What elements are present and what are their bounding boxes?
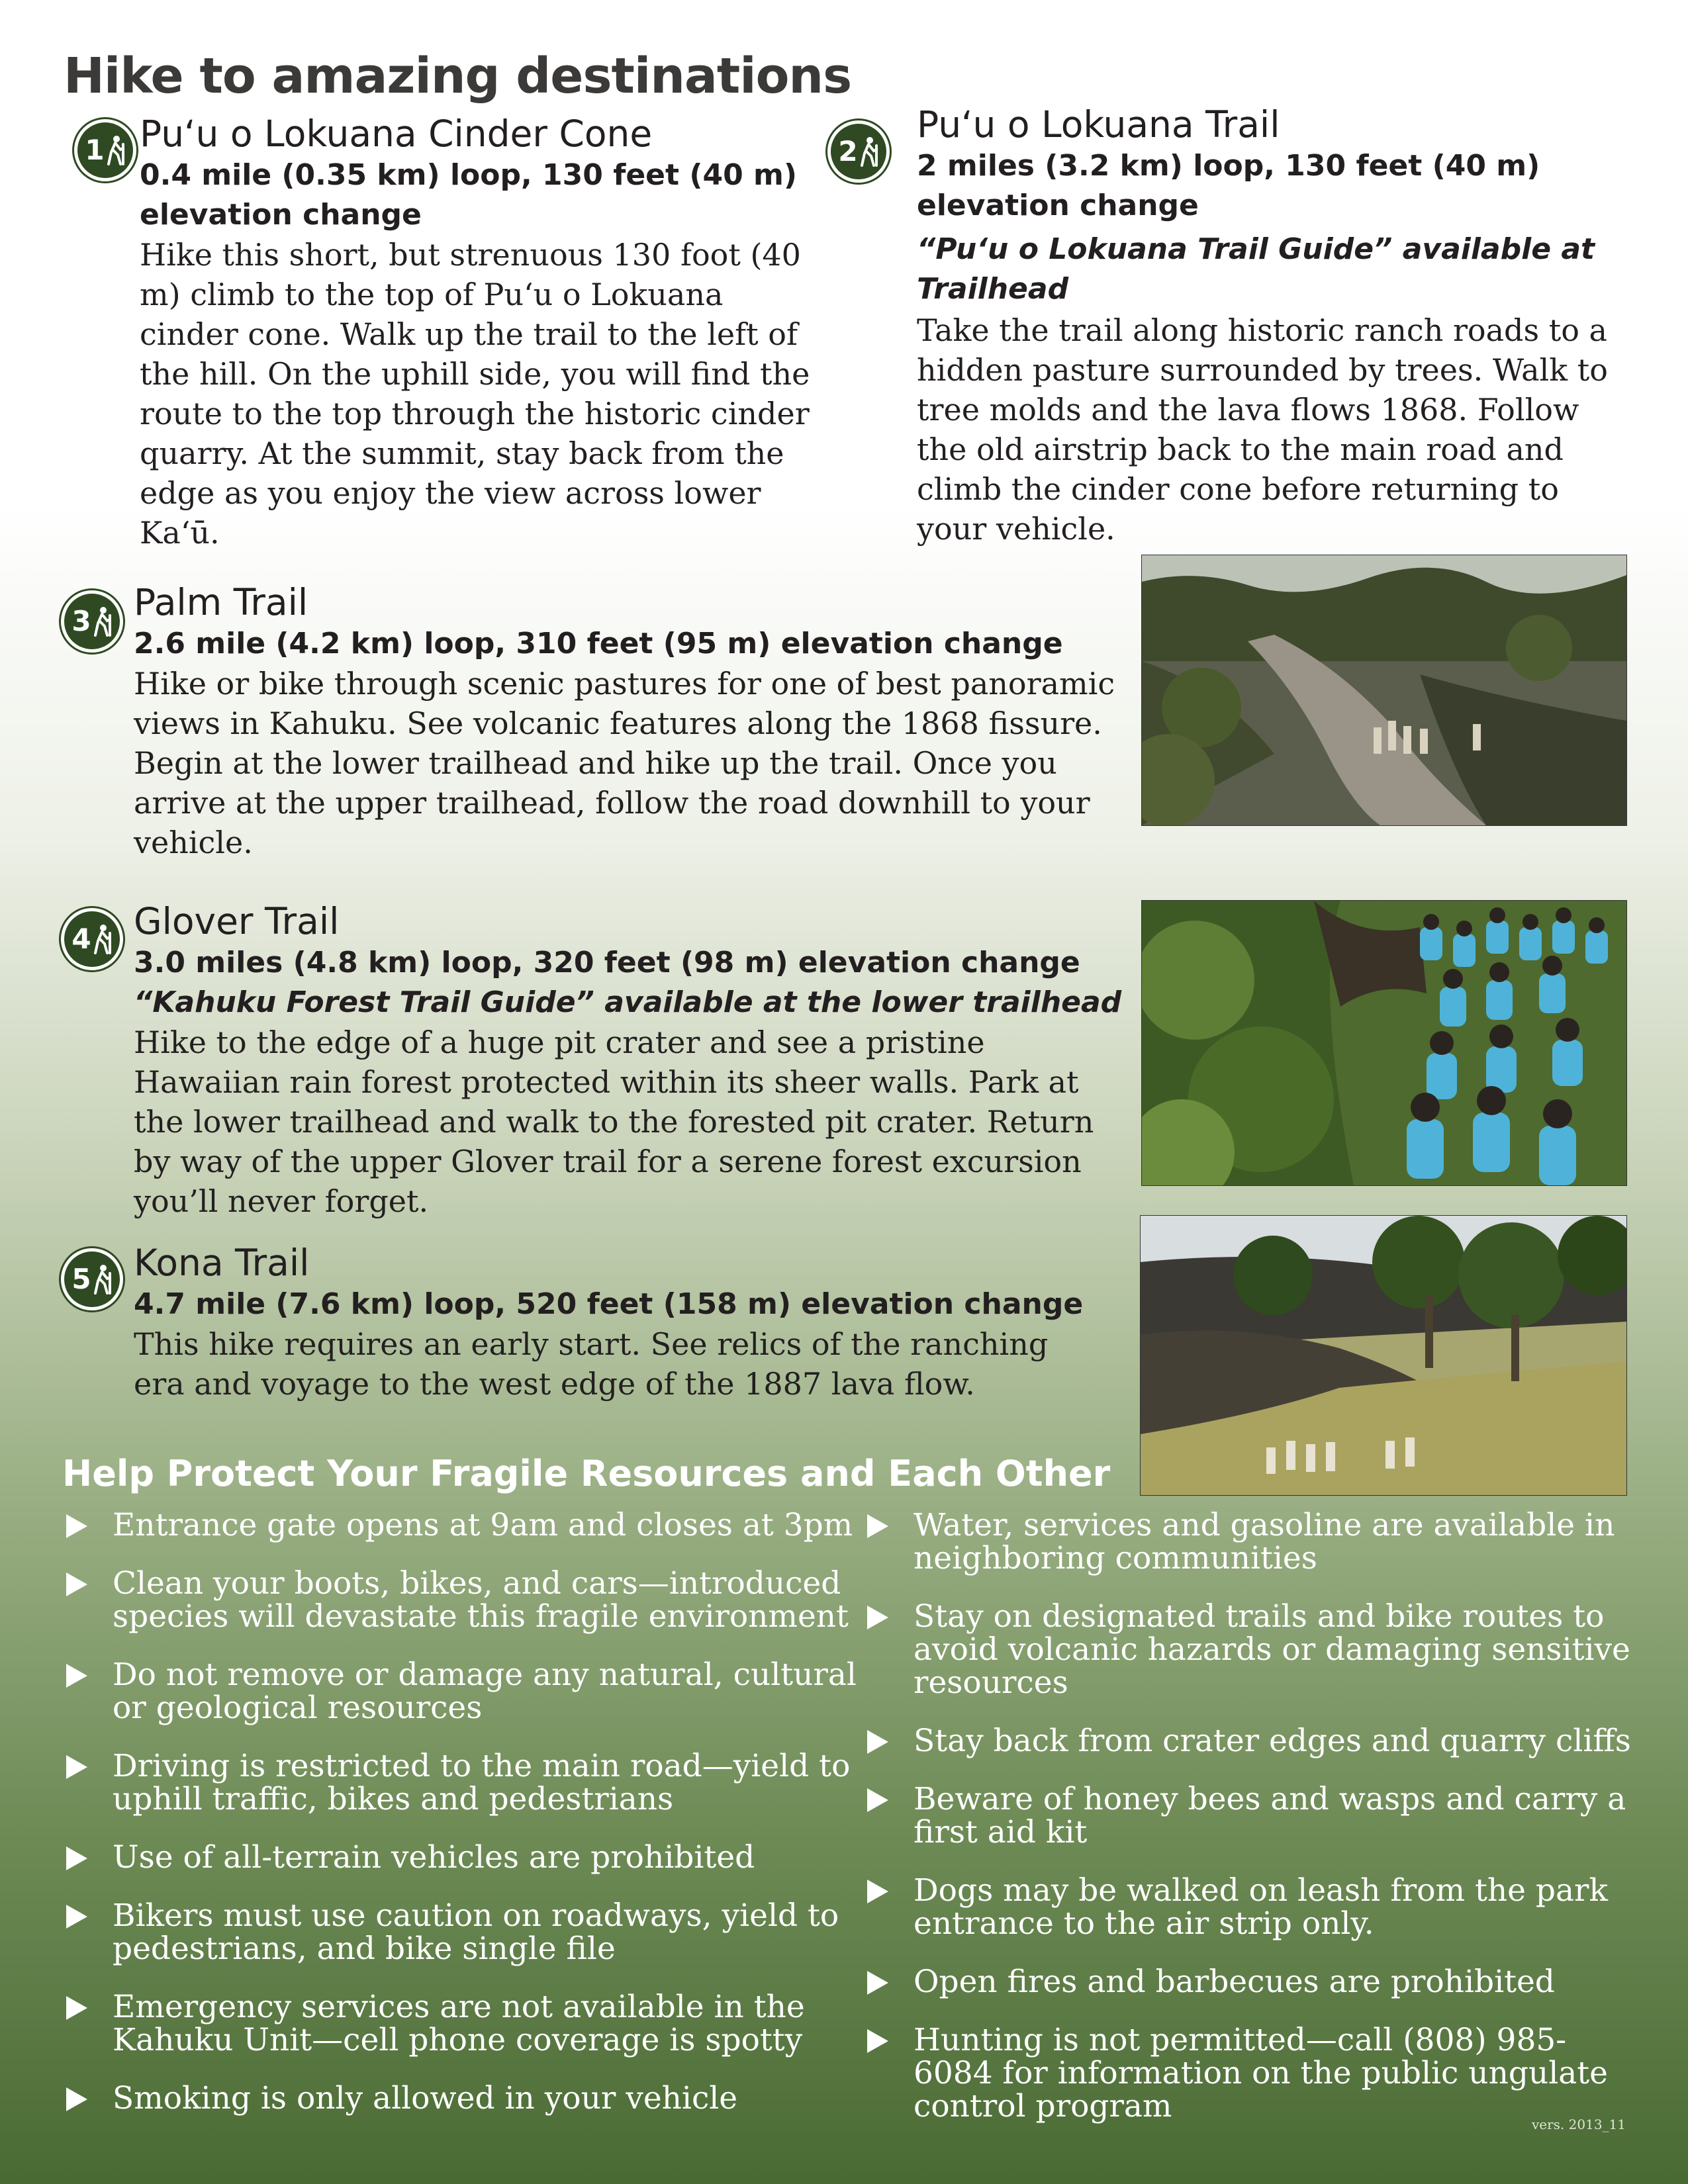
trail-2-description: Take the trail along historic ranch roads to a hidden pasture surrounded by trees. Walk to tree molds and the lava flows 1868. Follow the old airstrip back to the main road and climb the cinder cone before returning to your vehicle. bbox=[917, 312, 1608, 547]
triangle-bullet-icon bbox=[867, 1788, 888, 1812]
trail-3-meta: 2.6 mile (4.2 km) loop, 310 feet (95 m) elevation change bbox=[134, 626, 1063, 660]
trail-5-name: Kona Trail bbox=[134, 1242, 310, 1284]
glover-trail-photo bbox=[1141, 900, 1627, 1186]
rule-item bbox=[64, 1659, 858, 1725]
triangle-bullet-icon bbox=[66, 1755, 87, 1779]
trail-3-description: Hike or bike through scenic pastures for one of best panoramic views in Kahuku. See volcanic features along the 1868 fissure. Begin at the lower trailhead and hike up the trail. Once you arrive at the upper trailhead, follow the road downhill to your vehicle. bbox=[134, 665, 1115, 860]
rule-text: Water, services and gasoline are available in neighboring communities bbox=[914, 1507, 1615, 1576]
rule-text: Do not remove or damage any natural, cultural or geological resources bbox=[113, 1657, 857, 1726]
rule-item bbox=[64, 1750, 858, 1816]
trail-2-guide: “Puʻu o Lokuana Trail Guide” available at Trailhead bbox=[917, 232, 1595, 306]
rule-text: Open fires and barbecues are prohibited bbox=[914, 1964, 1555, 2000]
trail-1-name: Puʻu o Lokuana Cinder Cone bbox=[140, 113, 653, 155]
rules-list-left bbox=[64, 1509, 858, 2115]
rule-item bbox=[64, 1567, 858, 1633]
rule-item bbox=[64, 1841, 858, 1874]
trail-5-description: This hike requires an early start. See relics of the ranching era and voyage to the west edge of the 1887 lava flow. bbox=[134, 1326, 1049, 1402]
trail-5-number: 5 bbox=[71, 1263, 91, 1295]
trail-2-name: Puʻu o Lokuana Trail bbox=[917, 103, 1280, 146]
triangle-bullet-icon bbox=[66, 1905, 87, 1929]
trail-4-badge bbox=[61, 908, 123, 970]
trail-4-meta: 3.0 miles (4.8 km) loop, 320 feet (98 m) elevation change bbox=[134, 945, 1080, 979]
hiker-icon bbox=[90, 606, 113, 637]
rule-text: Smoking is only allowed in your vehicle bbox=[113, 2080, 738, 2116]
triangle-bullet-icon bbox=[66, 2087, 87, 2111]
rule-item bbox=[865, 1966, 1632, 1999]
rule-text: Stay back from crater edges and quarry cliffs bbox=[914, 1723, 1631, 1759]
triangle-bullet-icon bbox=[867, 1730, 888, 1754]
rule-text: Hunting is not permitted—call (808) 985-6084 for information on the public ungulate control program bbox=[914, 2022, 1608, 2124]
hiker-icon bbox=[90, 1264, 113, 1295]
rule-item bbox=[865, 1725, 1632, 1758]
trail-5-badge bbox=[61, 1248, 123, 1310]
rule-item bbox=[865, 1783, 1632, 1849]
hiker-icon bbox=[857, 136, 879, 167]
trail-4-number: 4 bbox=[71, 923, 91, 955]
rule-text: Bikers must use caution on roadways, yield to pedestrians, and bike single file bbox=[113, 1897, 839, 1967]
trail-4-description: Hike to the edge of a huge pit crater and see a pristine Hawaiian rain forest protected within its sheer walls. Park at the lower trailhead and walk to the forested pit crater. Return by way of the upper Glover trail for a serene forest excursion you’ll never forget. bbox=[134, 1024, 1094, 1219]
rule-item bbox=[865, 1874, 1632, 1940]
protect-heading: Help Protect Your Fragile Resources and Each Other bbox=[62, 1453, 1111, 1494]
rule-text: Emergency services are not available in the Kahuku Unit—cell phone coverage is spotty bbox=[113, 1989, 805, 2058]
trail-3-badge bbox=[61, 590, 123, 653]
trail-1-description: Hike this short, but strenuous 130 foot (40 m) climb to the top of Puʻu o Lokuana cinder cone. Walk up the trail to the left of the hill. On the uphill side, you will find the route to the top through the historic cinder quarry. At the summit, stay back from the edge as you enjoy the view across lower Kaʻū. bbox=[140, 236, 810, 551]
triangle-bullet-icon bbox=[867, 1971, 888, 1995]
rule-text: Entrance gate opens at 9am and closes at 3pm bbox=[113, 1507, 853, 1543]
rule-item bbox=[865, 1600, 1632, 1700]
triangle-bullet-icon bbox=[66, 1514, 87, 1538]
trail-5-meta: 4.7 mile (7.6 km) loop, 520 feet (158 m) elevation change bbox=[134, 1287, 1084, 1321]
page-title: Hike to amazing destinations bbox=[64, 48, 852, 105]
rule-text: Driving is restricted to the main road—yield to uphill traffic, bikes and pedestrians bbox=[113, 1748, 851, 1817]
rule-item bbox=[64, 2082, 858, 2115]
trail-2-number: 2 bbox=[838, 135, 858, 167]
rule-item bbox=[64, 1899, 858, 1966]
triangle-bullet-icon bbox=[867, 1880, 888, 1903]
triangle-bullet-icon bbox=[66, 1572, 87, 1596]
trail-3-name: Palm Trail bbox=[134, 581, 308, 623]
triangle-bullet-icon bbox=[867, 2029, 888, 2053]
triangle-bullet-icon bbox=[66, 1664, 87, 1688]
trail-4 bbox=[134, 901, 1127, 1221]
rule-item bbox=[865, 2024, 1632, 2123]
version-label: vers. 2013_11 bbox=[1531, 2116, 1626, 2132]
hiker-icon bbox=[103, 135, 126, 165]
rule-item bbox=[865, 1509, 1632, 1575]
trail-4-name: Glover Trail bbox=[134, 900, 340, 942]
triangle-bullet-icon bbox=[66, 1996, 87, 2020]
trail-4-guide: “Kahuku Forest Trail Guide” available at the lower trailhead bbox=[134, 985, 1122, 1019]
rule-text: Beware of honey bees and wasps and carry a first aid kit bbox=[914, 1781, 1626, 1850]
trail-5 bbox=[134, 1243, 1127, 1404]
trail-3-number: 3 bbox=[71, 605, 91, 637]
trail-1-badge bbox=[74, 119, 136, 181]
rules-list-right bbox=[865, 1509, 1632, 2123]
rule-item bbox=[64, 1509, 858, 1542]
rule-text: Dogs may be walked on leash from the park entrance to the air strip only. bbox=[914, 1872, 1608, 1942]
trail-1 bbox=[140, 114, 815, 553]
triangle-bullet-icon bbox=[66, 1846, 87, 1870]
trail-2 bbox=[917, 105, 1632, 549]
trail-2-meta: 2 miles (3.2 km) loop, 130 feet (40 m) elevation change bbox=[917, 148, 1540, 222]
rule-text: Use of all-terrain vehicles are prohibited bbox=[113, 1839, 755, 1876]
trail-1-meta: 0.4 mile (0.35 km) loop, 130 feet (40 m) elevation change bbox=[140, 158, 797, 232]
trail-2-badge bbox=[827, 120, 890, 183]
hiker-icon bbox=[90, 924, 113, 954]
palm-trail-photo bbox=[1141, 555, 1627, 826]
trail-1-number: 1 bbox=[85, 134, 105, 166]
rule-text: Stay on designated trails and bike routes to avoid volcanic hazards or damaging sensitive resources bbox=[914, 1598, 1630, 1701]
triangle-bullet-icon bbox=[867, 1514, 888, 1538]
rule-item bbox=[64, 1991, 858, 2057]
triangle-bullet-icon bbox=[867, 1606, 888, 1629]
rule-text: Clean your boots, bikes, and cars—introduced species will devastate this fragile environment bbox=[113, 1565, 849, 1635]
kona-trail-photo bbox=[1140, 1215, 1627, 1496]
trail-3 bbox=[134, 582, 1127, 862]
